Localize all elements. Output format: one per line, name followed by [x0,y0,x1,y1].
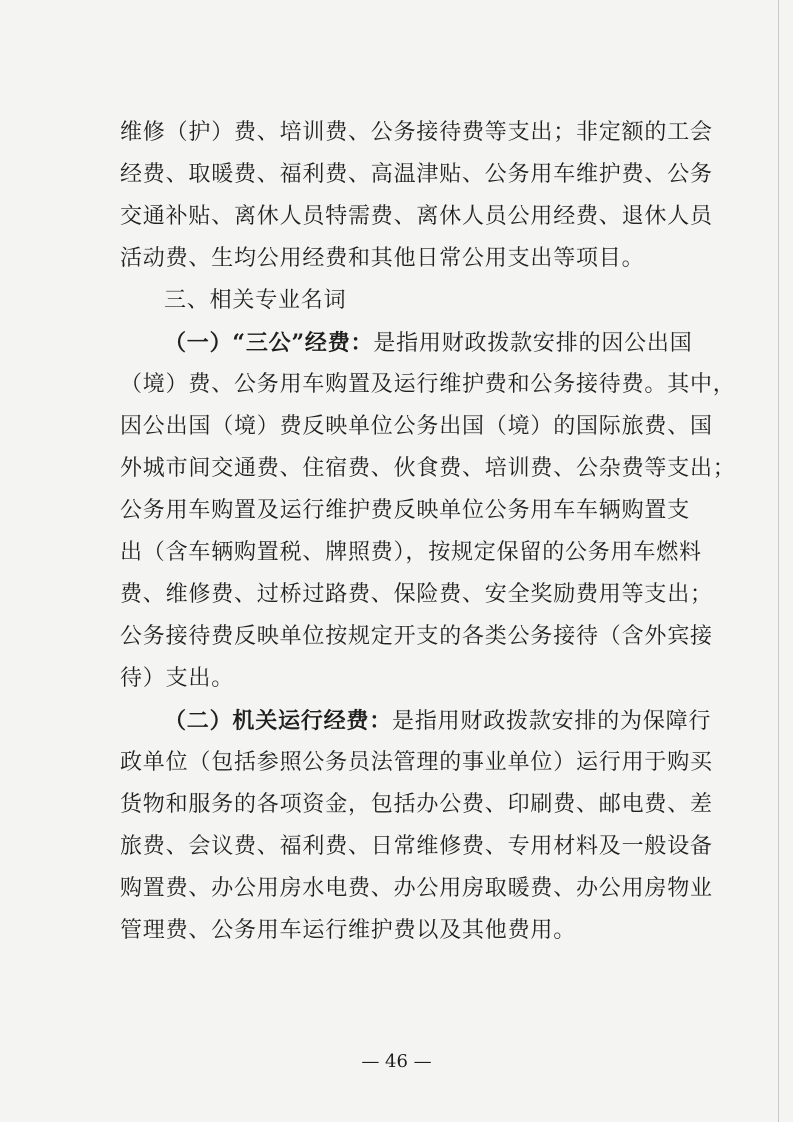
body-line: 公务接待费反映单位按规定开支的各类公务接待（含外宾接 [120,624,713,649]
term-title: （二）机关运行经费： [164,708,393,734]
body-line: 费、维修费、过桥过路费、保险费、安全奖励费用等支出； [120,582,713,607]
body-line: 交通补贴、离休人员特需费、离休人员公用经费、退休人员 [120,204,713,229]
term-paragraph-start [164,328,724,359]
body-line: 外城市间交通费、住宿费、伙食费、培训费、公杂费等支出； [120,456,736,481]
body-line: 购置费、办公用房水电费、办公用房取暖费、办公用房物业 [120,876,713,901]
term-paragraph-start [164,706,724,737]
term-title: （一）“三公”经费： [164,330,374,356]
body-line: 公务用车购置及运行维护费反映单位公务用车车辆购置支 [120,498,691,523]
body-line: （境）费、公务用车购置及运行维护费和公务接待费。其中， [120,372,736,397]
section-heading: 三、相关专业名词 [164,288,347,313]
body-line: 维修（护）费、培训费、公务接待费等支出；非定额的工会 [120,120,713,145]
scan-edge [778,0,779,1122]
body-line: 管理费、公务用车运行维护费以及其他费用。 [120,918,577,943]
term-text: 是指用财政拨款安排的因公出国 [373,331,693,356]
body-line: 政单位（包括参照公务员法管理的事业单位）运行用于购买 [120,750,713,775]
body-line: 旅费、会议费、福利费、日常维修费、专用材料及一般设备 [120,834,713,859]
body-line: 因公出国（境）费反映单位公务出国（境）的国际旅费、国 [120,414,713,439]
body-line: 活动费、生均公用经费和其他日常公用支出等项目。 [120,246,645,271]
body-line: 经费、取暖费、福利费、高温津贴、公务用车维护费、公务 [120,162,713,187]
term-text: 是指用财政拨款安排的为保障行 [392,709,712,734]
page-number: — 46 — [361,1051,432,1072]
body-line: 出（含车辆购置税、牌照费），按规定保留的公务用车燃料 [120,540,702,565]
body-line: 待）支出。 [120,666,235,691]
body-line: 货物和服务的各项资金，包括办公费、印刷费、邮电费、差 [120,792,713,817]
